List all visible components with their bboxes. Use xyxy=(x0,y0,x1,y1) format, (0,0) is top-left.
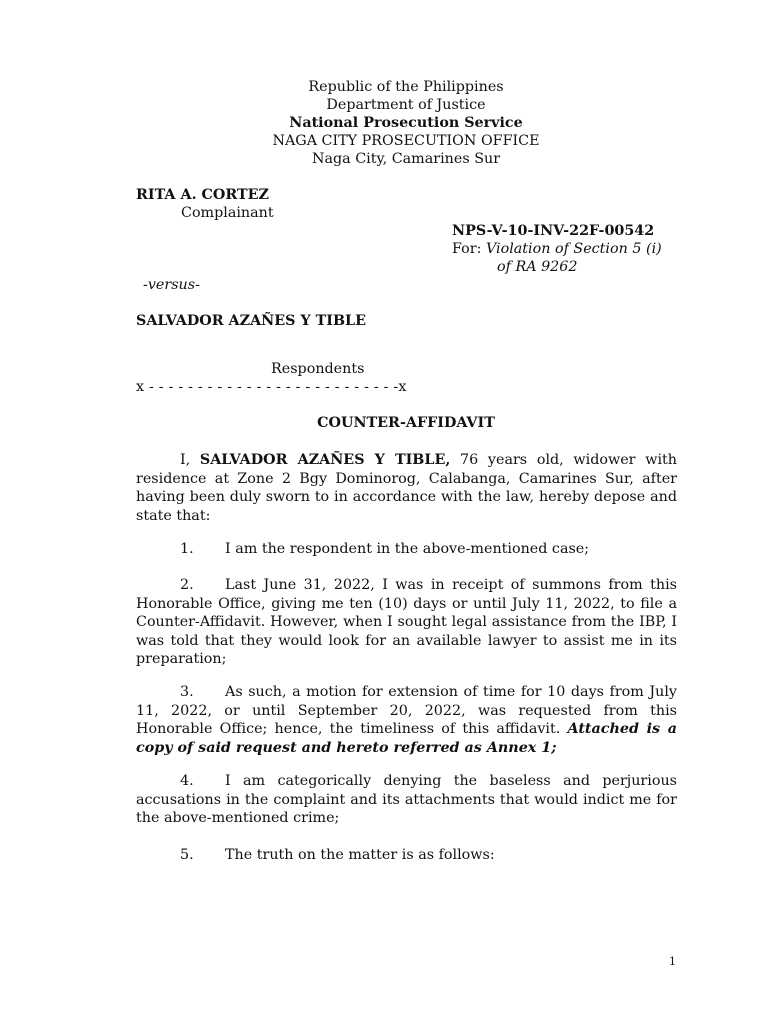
header-office: NAGA CITY PROSECUTION OFFICE xyxy=(272,133,540,149)
complainant-name: RITA A. CORTEZ xyxy=(136,187,269,203)
item-text: Last June 31, 2022, I was in receipt of summons from this Honorable Office, giving me ten (10) days or until July 11, 2022, to file a Counter-Affidavit. However, when I sought legal assistance from the IBP, I was told that they would look for an available lawyer to assist me in its preparation; xyxy=(136,577,677,667)
list-item xyxy=(136,846,677,865)
list-item xyxy=(136,683,677,757)
intro-paragraph: I, SALVADOR AZAÑES Y TIBLE, 76 years old, widower with residence at Zone 2 Bgy Dominorog, Calabanga, Camarines Sur, after having been duly sworn to in accordance with the law, hereby depose and state that: xyxy=(136,452,677,524)
case-charge xyxy=(452,241,662,257)
caption-separator: x - - - - - - - - - - - - - - - - - - - - - - - - - -x xyxy=(136,379,407,395)
item-number: 4. xyxy=(180,773,194,789)
item-emphasis: Attached is a copy of said request and hereto referred as Annex 1; xyxy=(136,721,677,756)
document-title: COUNTER-AFFIDAVIT xyxy=(317,415,495,431)
item-text: The truth on the matter is as follows: xyxy=(225,847,495,863)
item-text: As such, a motion for extension of time for 10 days from July 11, 2022, or until September 20, 2022, was requested from this Honorable Office; hence, the timeliness of this affidavit. xyxy=(136,684,677,737)
respondent-label: Respondents xyxy=(271,361,365,377)
affiant-name: SALVADOR AZAÑES Y TIBLE, xyxy=(199,452,451,468)
page-number: 1 xyxy=(669,955,676,968)
for-label: For: xyxy=(452,241,482,257)
item-number: 5. xyxy=(180,847,194,863)
case-number: NPS-V-10-INV-22F-00542 xyxy=(452,223,655,239)
versus-label: -versus- xyxy=(143,277,200,293)
header-location: Naga City, Camarines Sur xyxy=(311,151,501,167)
header-service: National Prosecution Service xyxy=(289,115,523,131)
item-text: I am categorically denying the baseless and perjurious accusations in the complaint and its attachments that would indict me for the above-mentioned crime; xyxy=(136,773,677,826)
list-item xyxy=(136,540,677,559)
item-number: 3. xyxy=(180,684,194,700)
item-number: 1. xyxy=(180,541,194,557)
charge-line-1: Violation of Section 5 (i) xyxy=(485,241,662,257)
header-republic: Republic of the Philippines xyxy=(308,79,504,95)
list-item xyxy=(136,576,677,669)
respondent-name: SALVADOR AZAÑES Y TIBLE xyxy=(136,313,366,329)
complainant-label: Complainant xyxy=(181,205,274,221)
list-item xyxy=(136,772,677,828)
header-department: Department of Justice xyxy=(326,97,486,113)
item-text: I am the respondent in the above-mentioned case; xyxy=(225,541,590,557)
item-number: 2. xyxy=(180,577,194,593)
charge-line-2: of RA 9262 xyxy=(497,259,578,275)
